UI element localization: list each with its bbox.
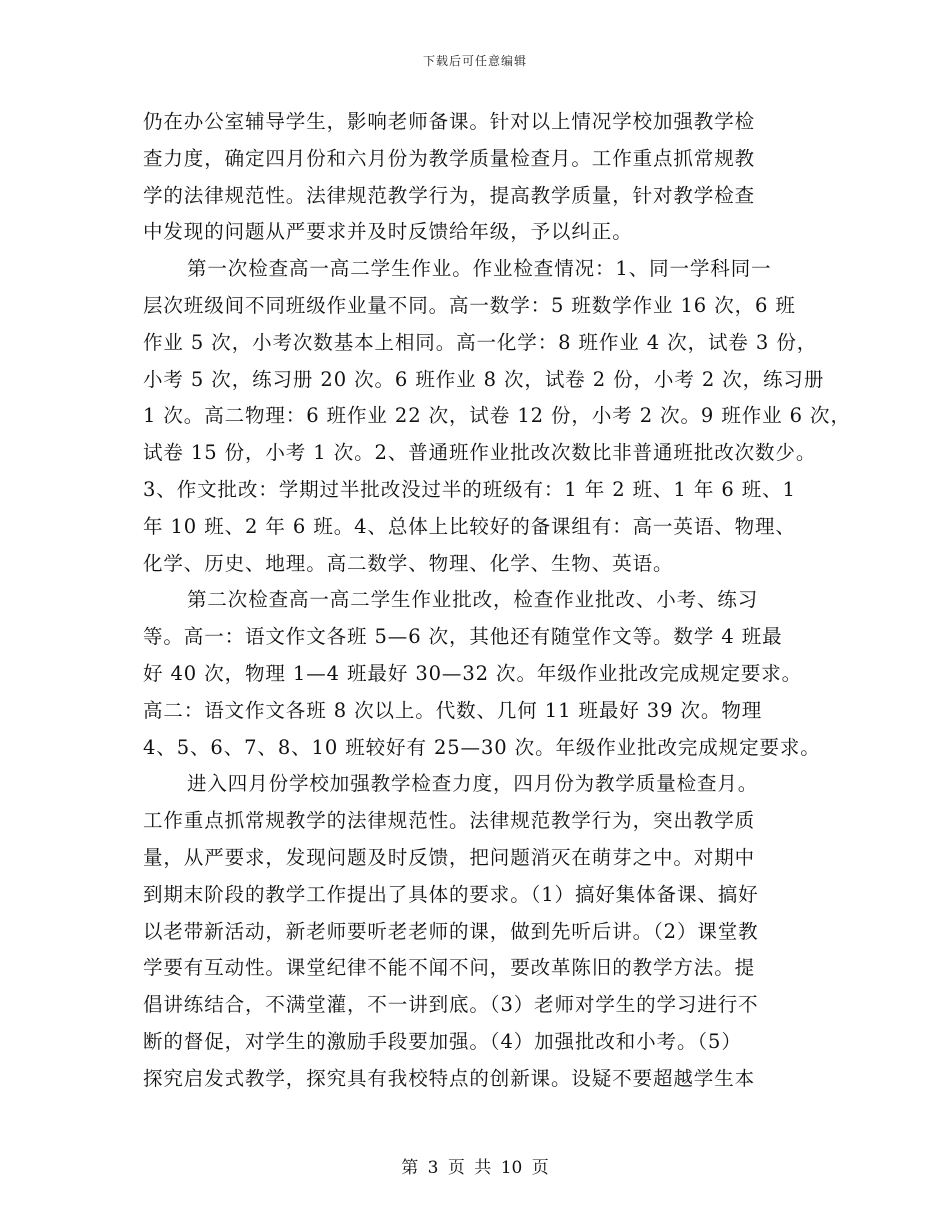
body-line: 学的法律规范性。法律规范教学行为，提高教学质量，针对教学检查 <box>143 183 756 207</box>
body-line: 查力度，确定四月份和六月份为教学质量检查月。工作重点抓常规教 <box>143 146 756 170</box>
page-number-footer: 第 3 页 共 10 页 <box>401 1158 549 1178</box>
body-line: 探究启发式教学，探究具有我校特点的创新课。设疑不要超越学生本 <box>143 1066 756 1090</box>
body-line: 仍在办公室辅导学生，影响老师备课。针对以上情况学校加强教学检 <box>143 110 756 133</box>
body-line: 层次班级间不同班级作业量不同。高一数学：5 班数学作业 16 次，6 班 <box>143 293 796 317</box>
body-line: 好 40 次，物理 1—4 班最好 30—32 次。年级作业批改完成规定要求。 <box>143 661 803 685</box>
body-line: 化学、历史、地理。高二数学、物理、化学、生物、英语。 <box>143 551 674 575</box>
body-line: 工作重点抓常规教学的法律规范性。法律规范教学行为，突出教学质 <box>143 809 756 833</box>
document-body <box>143 104 851 1098</box>
body-line: 年 10 班、2 年 6 班。4、总体上比较好的备课组有：高一英语、物理、 <box>143 514 796 538</box>
body-line: 高二：语文作文各班 8 次以上。代数、几何 11 班最好 39 次。物理 <box>143 698 763 722</box>
body-line: 试卷 15 份，小考 1 次。2、普通班作业批改次数比非普通班批改次数少。 <box>143 441 817 465</box>
body-line: 断的督促，对学生的激励手段要加强。（4）加强批改和小考。（5） <box>143 1029 742 1053</box>
body-line: 量，从严要求，发现问题及时反馈，把问题消灭在萌芽之中。对期中 <box>143 845 756 869</box>
body-line: 到期末阶段的教学工作提出了具体的要求。（1）搞好集体备课、搞好 <box>143 882 759 906</box>
paragraph-first-line: 进入四月份学校加强教学检查力度，四月份为教学质量检查月。 <box>187 772 759 796</box>
page-header: 下载后可任意编辑 <box>422 54 527 68</box>
paragraph-first-line: 第二次检查高一高二学生作业批改，检查作业批改、小考、练习 <box>187 588 759 612</box>
body-line: 小考 5 次，练习册 20 次。6 班作业 8 次，试卷 2 份，小考 2 次，练习册 <box>143 367 825 391</box>
body-line: 倡讲练结合，不满堂灌，不一讲到底。（3）老师对学生的学习进行不 <box>143 993 759 1017</box>
body-line: 中发现的问题从严要求并及时反馈给年级，予以纠正。 <box>143 220 633 244</box>
body-line: 作业 5 次，小考次数基本上相同。高一化学：8 班作业 4 次，试卷 3 份， <box>143 330 818 354</box>
paragraph-first-line: 第一次检查高一高二学生作业。作业检查情况：1、同一学科同一 <box>187 257 772 281</box>
body-line: 1 次。高二物理：6 班作业 22 次，试卷 12 份，小考 2 次。9 班作业 6 次， <box>143 404 851 428</box>
body-line: 学要有互动性。课堂纪律不能不闻不问，要改革陈旧的教学方法。提 <box>143 956 756 980</box>
body-line: 4、5、6、7、8、10 班较好有 25—30 次。年级作业批改完成规定要求。 <box>143 735 821 759</box>
body-line: 以老带新活动，新老师要听老老师的课，做到先听后讲。（2）课堂教 <box>143 919 759 943</box>
body-line: 等。高一：语文作文各班 5—6 次，其他还有随堂作文等。数学 4 班最 <box>143 625 783 649</box>
body-line: 3、作文批改：学期过半批改没过半的班级有：1 年 2 班、1 年 6 班、1 <box>143 477 796 501</box>
